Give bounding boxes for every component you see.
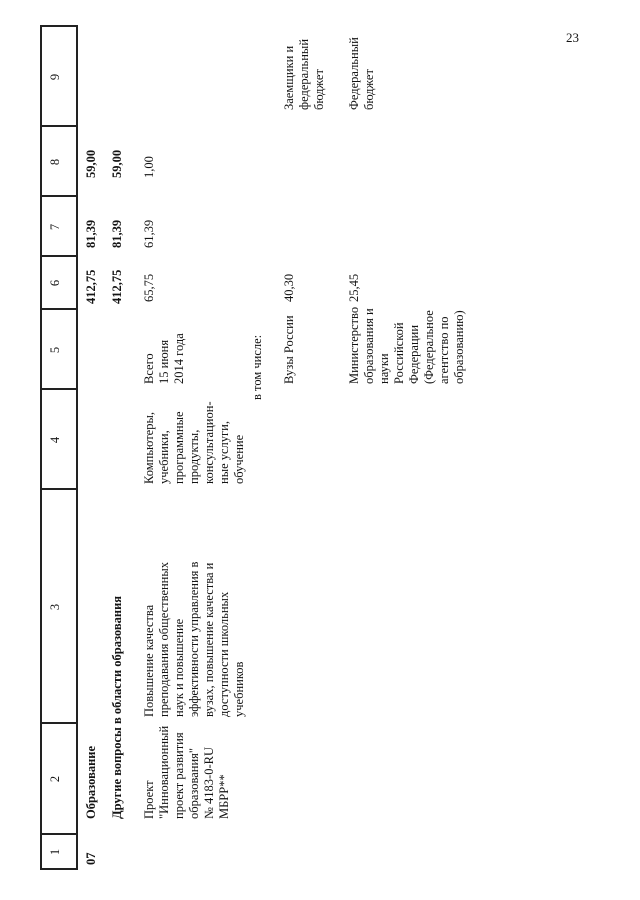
project-goal-line: эффективности управления в bbox=[187, 561, 201, 717]
section-col7: 81,39 bbox=[84, 219, 98, 248]
project-goal-line: доступности школьных bbox=[217, 591, 231, 717]
header-col-4: 4 bbox=[48, 436, 62, 444]
project-goal-line: учебников bbox=[232, 661, 246, 717]
universities-source-line: федеральный bbox=[297, 38, 311, 110]
col-divider bbox=[40, 126, 76, 128]
project-period-line: Всего bbox=[142, 353, 156, 384]
ministry-name-line: Российской bbox=[392, 322, 406, 384]
project-name-line: МБРР** bbox=[217, 774, 231, 819]
universities-source-line: Заемщики и bbox=[282, 45, 296, 110]
project-period-line: 2014 года bbox=[172, 333, 186, 384]
page-number: 23 bbox=[566, 30, 579, 45]
project-name-line: Проект bbox=[142, 780, 156, 819]
col-divider bbox=[40, 196, 76, 198]
subsection-col8: 59,00 bbox=[110, 149, 124, 178]
col-divider bbox=[40, 723, 76, 725]
ministry-name-line: Федерации bbox=[407, 324, 421, 384]
header-col-8: 8 bbox=[48, 158, 62, 166]
project-items-line: продукты, bbox=[187, 429, 201, 484]
including-label: в том числе: bbox=[250, 334, 264, 400]
project-items-line: Компьютеры, bbox=[142, 412, 156, 484]
ministry-name-line: Министерство bbox=[347, 306, 361, 384]
col-divider bbox=[40, 389, 76, 391]
project-goal-line: Повышение качества bbox=[142, 604, 156, 717]
ministry-name-line: (Федеральное bbox=[422, 310, 436, 384]
ministry-source-line: Федеральный bbox=[347, 37, 361, 110]
project-col6: 65,75 bbox=[142, 273, 156, 302]
section-col6: 412,75 bbox=[84, 269, 98, 304]
col-divider bbox=[40, 256, 76, 258]
project-goal-line: преподавания общественных bbox=[157, 561, 171, 717]
project-name-line: образования" bbox=[187, 747, 201, 819]
section-name: Образование bbox=[84, 745, 98, 819]
universities-name: Вузы России bbox=[282, 315, 296, 384]
universities-source-line: бюджет bbox=[312, 69, 326, 110]
col-divider bbox=[40, 26, 76, 28]
project-items-line: ные услуги, bbox=[217, 421, 231, 484]
ministry-name-line: образованию) bbox=[452, 310, 466, 384]
header-col-1: 1 bbox=[48, 848, 62, 856]
project-items-line: консультацион- bbox=[202, 401, 216, 484]
section-col8: 59,00 bbox=[84, 149, 98, 178]
ministry-source-line: бюджет bbox=[362, 69, 376, 110]
project-col7: 61,39 bbox=[142, 219, 156, 248]
header-col-3: 3 bbox=[48, 603, 62, 611]
col-divider bbox=[40, 309, 76, 311]
project-items-line: учебники, bbox=[157, 430, 171, 484]
col-divider bbox=[40, 489, 76, 491]
header-top-border bbox=[40, 25, 42, 870]
header-bottom-border bbox=[76, 25, 78, 870]
rotated-table bbox=[0, 25, 640, 885]
ministry-name-line: науки bbox=[377, 353, 391, 384]
header-col-9: 9 bbox=[48, 73, 62, 81]
header-col-7: 7 bbox=[48, 223, 62, 231]
project-period-line: 15 июня bbox=[157, 339, 171, 384]
subsection-col6: 412,75 bbox=[110, 269, 124, 304]
project-goal-line: наук и повышение bbox=[172, 618, 186, 717]
project-col8: 1,00 bbox=[142, 156, 156, 178]
project-goal-line: вузах, повышение качества и bbox=[202, 562, 216, 717]
subsection-name: Другие вопросы в области образования bbox=[110, 595, 124, 819]
project-name-line: "Инновационный bbox=[157, 725, 171, 819]
header-col-2: 2 bbox=[48, 775, 62, 783]
header-col-5: 5 bbox=[48, 346, 62, 354]
subsection-col7: 81,39 bbox=[110, 219, 124, 248]
section-code: 07 bbox=[84, 852, 98, 865]
ministry-name-line: агентство по bbox=[437, 316, 451, 384]
ministry-col6: 25,45 bbox=[347, 273, 361, 302]
project-items-line: программные bbox=[172, 411, 186, 484]
project-name-line: проект развития bbox=[172, 732, 186, 819]
project-name-line: № 4183-0-RU bbox=[202, 747, 216, 819]
ministry-name-line: образования и bbox=[362, 308, 376, 384]
project-items-line: обучение bbox=[232, 434, 246, 484]
universities-col6: 40,30 bbox=[282, 273, 296, 302]
header-col-6: 6 bbox=[48, 279, 62, 287]
